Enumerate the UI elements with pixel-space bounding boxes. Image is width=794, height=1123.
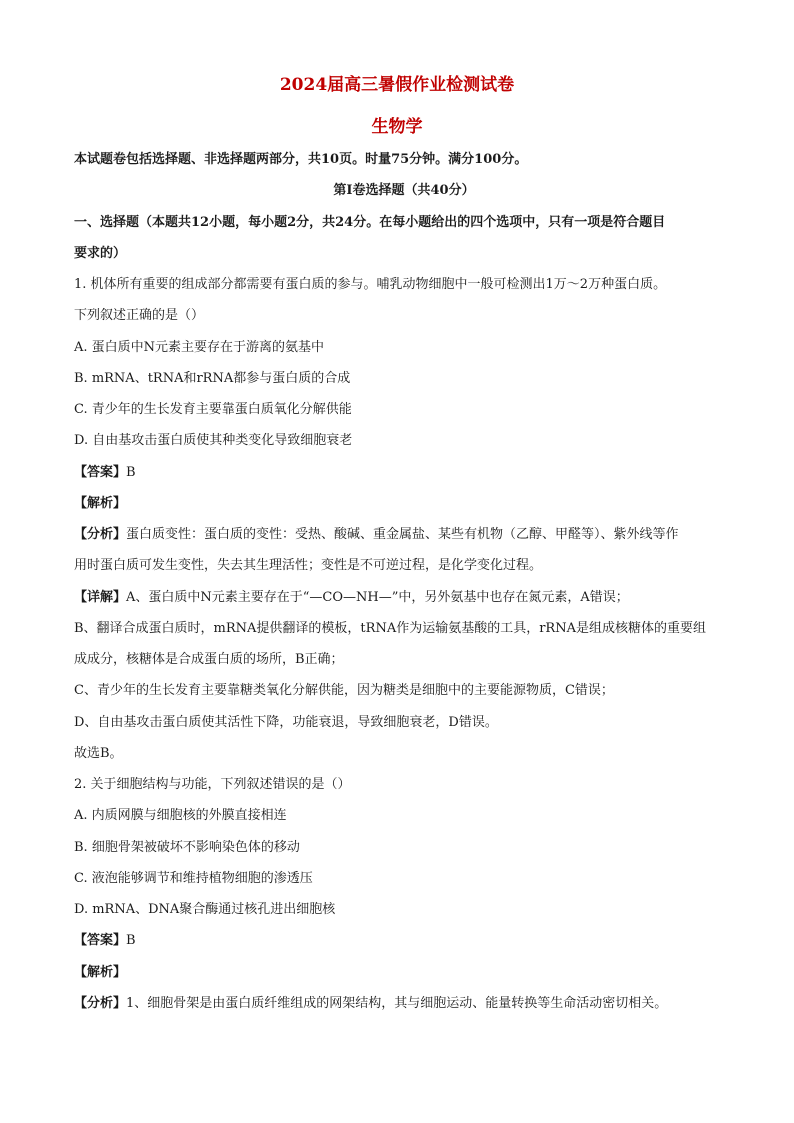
fenxi-text: 1、细胞骨架是由蛋白质纤维组成的网架结构，其与细胞运动、能量转换等生命活动密切相关。 bbox=[126, 996, 668, 1011]
q2-answer bbox=[74, 931, 734, 951]
q1-analysis-tag: 【解析】 bbox=[74, 496, 127, 511]
detail-tag: 【详解】 bbox=[74, 590, 127, 605]
part1-title-line2: 要求的） bbox=[74, 246, 127, 261]
q1-detail-b-line2: 成成分，核糖体是合成蛋白质的场所，B正确； bbox=[74, 652, 344, 667]
detail-text: A、蛋白质中N元素主要存在于“—CO—NH—”中，另外氨基中也存在氮元素，A错误； bbox=[126, 590, 629, 605]
answer-value: B bbox=[126, 465, 136, 480]
q2-analysis-tag: 【解析】 bbox=[74, 965, 127, 980]
q1-detail-a bbox=[74, 588, 734, 608]
q1-option-d: D. 自由基攻击蛋白质使其种类变化导致细胞衰老 bbox=[74, 433, 353, 448]
q1-stem-line2: 下列叙述正确的是（） bbox=[74, 308, 205, 323]
answer-value: B bbox=[126, 933, 136, 948]
answer-tag: 【答案】 bbox=[74, 465, 127, 480]
q1-fenxi-line2: 用时蛋白质可发生变性，失去其生理活性；变性是不可逆过程，是化学变化过程。 bbox=[74, 558, 543, 573]
fenxi-text: 蛋白质变性：蛋白质的变性：受热、酸碱、重金属盐、某些有机物（乙醇、甲醛等）、紫外线等作 bbox=[126, 527, 679, 542]
exam-intro: 本试题卷包括选择题、非选择题两部分，共10页。时量75分钟。满分100分。 bbox=[74, 152, 528, 167]
exam-title: 2024届高三暑假作业检测试卷 bbox=[279, 75, 515, 95]
section-title: 第I卷选择题（共40分） bbox=[333, 183, 475, 198]
q1-detail-b-line1: B、翻译合成蛋白质时，mRNA提供翻译的模板，tRNA作为运输氨基酸的工具，rRNA是组成核糖体的重要组 bbox=[74, 621, 706, 636]
q1-answer bbox=[74, 463, 734, 483]
q2-option-d: D. mRNA、DNA聚合酶通过核孔进出细胞核 bbox=[74, 902, 336, 917]
q1-stem-line1: 1. 机体所有重要的组成部分都需要有蛋白质的参与。哺乳动物细胞中一般可检测出1万～2万种蛋白质。 bbox=[74, 277, 667, 292]
q2-option-b: B. 细胞骨架被破坏不影响染色体的移动 bbox=[74, 840, 300, 855]
part1-title-line1: 一、选择题（本题共12小题，每小题2分，共24分。在每小题给出的四个选项中，只有一项是符合题目 bbox=[74, 215, 666, 230]
q2-stem: 2. 关于细胞结构与功能，下列叙述错误的是（） bbox=[74, 777, 351, 792]
q1-detail-d: D、自由基攻击蛋白质使其活性下降，功能衰退，导致细胞衰老，D错误。 bbox=[74, 715, 498, 730]
q2-option-a: A. 内质网膜与细胞核的外膜直接相连 bbox=[74, 808, 287, 823]
q2-option-c: C. 液泡能够调节和维持植物细胞的渗透压 bbox=[74, 871, 313, 886]
subject-title: 生物学 bbox=[371, 117, 423, 137]
fenxi-tag: 【分析】 bbox=[74, 996, 127, 1011]
fenxi-tag: 【分析】 bbox=[74, 527, 127, 542]
q1-option-c: C. 青少年的生长发育主要靠蛋白质氧化分解供能 bbox=[74, 402, 352, 417]
q1-detail-c: C、青少年的生长发育主要靠糖类氧化分解供能，因为糖类是细胞中的主要能源物质，C错误； bbox=[74, 683, 614, 698]
q1-option-a: A. 蛋白质中N元素主要存在于游离的氨基中 bbox=[74, 340, 325, 355]
q1-conclusion: 故选B。 bbox=[74, 746, 123, 761]
answer-tag: 【答案】 bbox=[74, 933, 127, 948]
q1-option-b: B. mRNA、tRNA和rRNA都参与蛋白质的合成 bbox=[74, 371, 351, 386]
q1-fenxi-line1 bbox=[74, 525, 734, 545]
q2-fenxi-line1 bbox=[74, 994, 734, 1014]
